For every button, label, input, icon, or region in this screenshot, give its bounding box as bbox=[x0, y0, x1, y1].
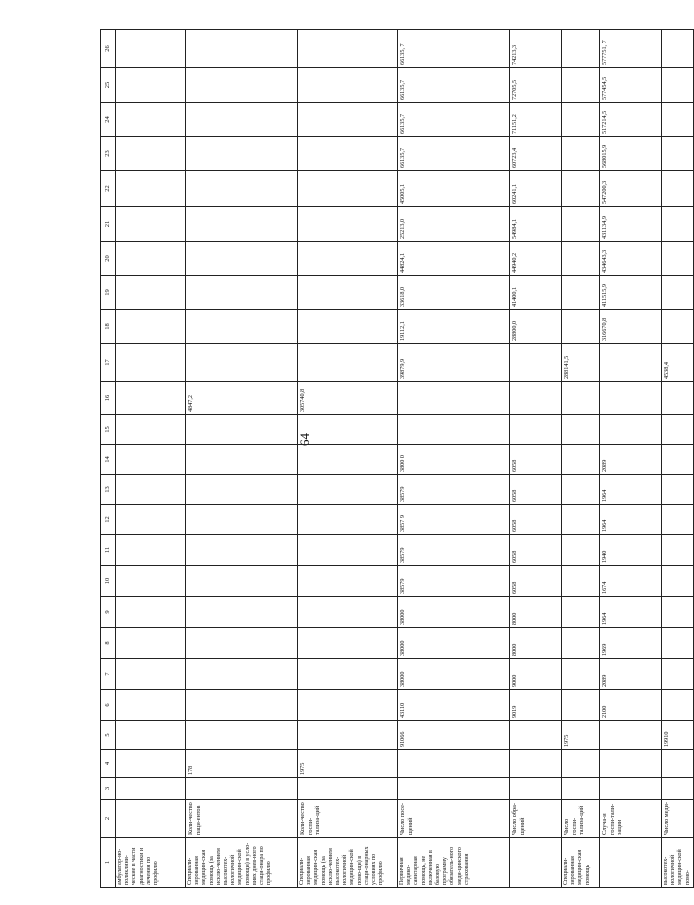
value-cell bbox=[186, 505, 298, 535]
column-number-cell: 15 bbox=[101, 415, 116, 445]
value-cell bbox=[562, 659, 600, 690]
value-cell bbox=[662, 566, 694, 597]
value-cell: 4847,2 bbox=[186, 382, 298, 415]
value-cell bbox=[562, 30, 600, 68]
value-cell bbox=[662, 628, 694, 659]
value-cell bbox=[662, 242, 694, 276]
value-cell bbox=[298, 310, 398, 344]
value-cell: 8000 bbox=[510, 628, 562, 659]
value-cell: 1975 bbox=[562, 721, 600, 750]
value-cell bbox=[662, 207, 694, 242]
unit-cell: Число меди- bbox=[662, 800, 694, 838]
value-cell: 1674 bbox=[600, 566, 662, 597]
value-cell bbox=[186, 628, 298, 659]
value-cell: 577454,5 bbox=[600, 68, 662, 103]
care-type-cell bbox=[600, 838, 662, 888]
value-cell: 66135,7 bbox=[398, 137, 510, 171]
value-cell: 178 bbox=[186, 750, 298, 778]
value-cell bbox=[510, 721, 562, 750]
value-cell bbox=[298, 690, 398, 721]
column-number-cell: 18 bbox=[101, 310, 116, 344]
table-row bbox=[186, 30, 298, 888]
column-number-cell: 2 bbox=[101, 800, 116, 838]
value-cell bbox=[298, 171, 398, 207]
value-cell bbox=[600, 344, 662, 382]
value-cell bbox=[662, 171, 694, 207]
value-cell bbox=[562, 475, 600, 505]
value-cell: 25213,0 bbox=[398, 207, 510, 242]
value-cell bbox=[510, 415, 562, 445]
value-cell: 431134,9 bbox=[600, 207, 662, 242]
unit-cell: Число обра-щений bbox=[510, 800, 562, 838]
value-cell bbox=[662, 276, 694, 310]
value-cell: 66135,7 bbox=[398, 68, 510, 103]
value-cell bbox=[116, 103, 186, 137]
column-number-cell: 11 bbox=[101, 535, 116, 566]
care-type-cell: высокотех-нологичной медицин-ской помо- bbox=[662, 838, 694, 888]
value-cell bbox=[298, 566, 398, 597]
value-cell bbox=[562, 207, 600, 242]
value-cell bbox=[510, 778, 562, 800]
value-cell bbox=[116, 276, 186, 310]
value-cell bbox=[662, 750, 694, 778]
value-cell: 547200,3 bbox=[600, 171, 662, 207]
care-type-cell bbox=[510, 838, 562, 888]
column-number-cell: 14 bbox=[101, 445, 116, 475]
value-cell bbox=[662, 445, 694, 475]
table-row bbox=[600, 30, 662, 888]
value-cell: 33618,0 bbox=[398, 276, 510, 310]
value-cell: 74213,3 bbox=[510, 30, 562, 68]
value-cell: 3800 0 bbox=[398, 445, 510, 475]
column-number-cell: 26 bbox=[101, 30, 116, 68]
value-cell bbox=[186, 659, 298, 690]
value-cell bbox=[298, 721, 398, 750]
value-cell bbox=[298, 207, 398, 242]
statistics-table bbox=[100, 29, 694, 888]
value-cell bbox=[186, 778, 298, 800]
value-cell bbox=[186, 30, 298, 68]
column-number-cell: 20 bbox=[101, 242, 116, 276]
value-cell bbox=[562, 276, 600, 310]
value-cell: 28800,0 bbox=[510, 310, 562, 344]
value-cell: 60723,4 bbox=[510, 137, 562, 171]
value-cell bbox=[186, 475, 298, 505]
value-cell: 91066 bbox=[398, 721, 510, 750]
value-cell bbox=[562, 505, 600, 535]
value-cell bbox=[186, 171, 298, 207]
value-cell: 44940,2 bbox=[510, 242, 562, 276]
value-cell bbox=[116, 566, 186, 597]
value-cell bbox=[186, 597, 298, 628]
value-cell: 6058 bbox=[510, 505, 562, 535]
value-cell: 2100 bbox=[600, 690, 662, 721]
value-cell bbox=[116, 750, 186, 778]
value-cell: 45005,1 bbox=[398, 171, 510, 207]
value-cell bbox=[510, 750, 562, 778]
value-cell bbox=[186, 566, 298, 597]
value-cell: 71151,2 bbox=[510, 103, 562, 137]
value-cell: 517214,5 bbox=[600, 103, 662, 137]
column-number-cell: 23 bbox=[101, 137, 116, 171]
value-cell bbox=[186, 344, 298, 382]
value-cell bbox=[116, 445, 186, 475]
value-cell bbox=[562, 310, 600, 344]
value-cell bbox=[298, 415, 398, 445]
value-cell bbox=[186, 415, 298, 445]
value-cell bbox=[298, 628, 398, 659]
value-cell: 38579 bbox=[398, 535, 510, 566]
value-cell bbox=[662, 505, 694, 535]
column-number-cell: 19 bbox=[101, 276, 116, 310]
value-cell bbox=[116, 721, 186, 750]
value-cell bbox=[298, 30, 398, 68]
value-cell bbox=[298, 344, 398, 382]
value-cell: 1964 bbox=[600, 475, 662, 505]
value-cell bbox=[562, 382, 600, 415]
value-cell: 577751, 7 bbox=[600, 30, 662, 68]
value-cell bbox=[662, 597, 694, 628]
column-number-cell: 10 bbox=[101, 566, 116, 597]
value-cell bbox=[562, 597, 600, 628]
value-cell bbox=[562, 535, 600, 566]
value-cell bbox=[186, 103, 298, 137]
unit-cell: Случа-и госпи-тали-зации bbox=[600, 800, 662, 838]
value-cell bbox=[662, 382, 694, 415]
unit-cell: Коли-чество паци-ентов bbox=[186, 800, 298, 838]
value-cell bbox=[298, 597, 398, 628]
value-cell bbox=[562, 137, 600, 171]
value-cell bbox=[562, 242, 600, 276]
value-cell bbox=[298, 535, 398, 566]
value-cell bbox=[116, 505, 186, 535]
value-cell bbox=[186, 310, 298, 344]
value-cell bbox=[600, 750, 662, 778]
value-cell: 1964 bbox=[600, 597, 662, 628]
column-number-cell: 25 bbox=[101, 68, 116, 103]
unit-cell bbox=[116, 800, 186, 838]
column-number-cell: 8 bbox=[101, 628, 116, 659]
value-cell: 72705,5 bbox=[510, 68, 562, 103]
column-number-cell: 7 bbox=[101, 659, 116, 690]
unit-cell: Коли-чество госпи-тализа-ций bbox=[298, 800, 398, 838]
page-number: 64 bbox=[297, 433, 312, 446]
unit-cell: Число посе-щений bbox=[398, 800, 510, 838]
value-cell bbox=[116, 597, 186, 628]
value-cell bbox=[116, 382, 186, 415]
column-number-cell: 16 bbox=[101, 382, 116, 415]
care-type-cell: Специали-зированная медицин-ская помощь (за исклю-чением высокотех-нологичной медицин-ской помо-щи) в стаци-онарных условиях по профилю bbox=[298, 838, 398, 888]
value-cell: 2089 bbox=[600, 445, 662, 475]
value-cell bbox=[186, 276, 298, 310]
value-cell bbox=[600, 721, 662, 750]
value-cell: 38000 bbox=[398, 597, 510, 628]
value-cell bbox=[662, 535, 694, 566]
value-cell: 316670,8 bbox=[600, 310, 662, 344]
value-cell: 41400,1 bbox=[510, 276, 562, 310]
value-cell: 434643,3 bbox=[600, 242, 662, 276]
value-cell bbox=[562, 171, 600, 207]
care-type-cell: Первичная медико-санитарная помощь, не включенная в базовую программу обязатель-ного меди-цинского страхования bbox=[398, 838, 510, 888]
value-cell: 1975 bbox=[298, 750, 398, 778]
value-cell: 6058 bbox=[510, 475, 562, 505]
value-cell bbox=[398, 382, 510, 415]
value-cell bbox=[510, 382, 562, 415]
column-number-cell: 6 bbox=[101, 690, 116, 721]
table-row bbox=[398, 30, 510, 888]
value-cell bbox=[662, 310, 694, 344]
value-cell bbox=[662, 137, 694, 171]
table-body bbox=[101, 30, 694, 888]
care-type-cell: Специали-зированная медицин-ская помощь bbox=[562, 838, 600, 888]
column-number-cell: 5 bbox=[101, 721, 116, 750]
value-cell bbox=[562, 68, 600, 103]
value-cell bbox=[398, 778, 510, 800]
value-cell bbox=[186, 137, 298, 171]
column-number-cell: 24 bbox=[101, 103, 116, 137]
value-cell bbox=[662, 68, 694, 103]
value-cell: 3857 9 bbox=[398, 505, 510, 535]
value-cell bbox=[662, 30, 694, 68]
value-cell bbox=[116, 535, 186, 566]
value-cell: 19910 bbox=[662, 721, 694, 750]
value-cell bbox=[116, 137, 186, 171]
value-cell bbox=[298, 276, 398, 310]
value-cell: 54984,1 bbox=[510, 207, 562, 242]
value-cell bbox=[662, 415, 694, 445]
column-number-cell: 4 bbox=[101, 750, 116, 778]
value-cell bbox=[116, 242, 186, 276]
value-cell: 39879,9 bbox=[398, 344, 510, 382]
value-cell bbox=[116, 628, 186, 659]
value-cell: 8000 bbox=[510, 597, 562, 628]
value-cell bbox=[186, 445, 298, 475]
value-cell: 4538,4 bbox=[662, 344, 694, 382]
table-row bbox=[510, 30, 562, 888]
column-number-cell: 17 bbox=[101, 344, 116, 382]
table-row bbox=[116, 30, 186, 888]
value-cell: 1969 bbox=[600, 628, 662, 659]
value-cell bbox=[116, 68, 186, 103]
value-cell bbox=[298, 103, 398, 137]
value-cell bbox=[186, 242, 298, 276]
value-cell: 38579 bbox=[398, 475, 510, 505]
value-cell bbox=[186, 690, 298, 721]
column-number-row bbox=[101, 30, 116, 888]
value-cell bbox=[298, 137, 398, 171]
value-cell bbox=[562, 778, 600, 800]
value-cell: 66135, 7 bbox=[398, 30, 510, 68]
value-cell bbox=[600, 382, 662, 415]
value-cell: 6058 bbox=[510, 445, 562, 475]
value-cell: 9019 bbox=[510, 690, 562, 721]
column-number-cell: 3 bbox=[101, 778, 116, 800]
value-cell: 305740,8 bbox=[298, 382, 398, 415]
value-cell bbox=[562, 445, 600, 475]
value-cell: 1964 bbox=[600, 505, 662, 535]
value-cell: 6058 bbox=[510, 566, 562, 597]
value-cell bbox=[298, 659, 398, 690]
value-cell bbox=[562, 690, 600, 721]
value-cell bbox=[116, 415, 186, 445]
value-cell bbox=[186, 535, 298, 566]
value-cell bbox=[398, 750, 510, 778]
value-cell bbox=[510, 344, 562, 382]
value-cell: 60241,1 bbox=[510, 171, 562, 207]
value-cell bbox=[116, 659, 186, 690]
value-cell bbox=[562, 628, 600, 659]
value-cell: 1940 bbox=[600, 535, 662, 566]
column-number-cell: 21 bbox=[101, 207, 116, 242]
value-cell bbox=[562, 750, 600, 778]
column-number-cell: 1 bbox=[101, 838, 116, 888]
value-cell bbox=[116, 310, 186, 344]
value-cell: 411515,9 bbox=[600, 276, 662, 310]
value-cell bbox=[562, 415, 600, 445]
value-cell bbox=[298, 68, 398, 103]
value-cell bbox=[298, 445, 398, 475]
value-cell bbox=[298, 778, 398, 800]
column-number-cell: 13 bbox=[101, 475, 116, 505]
value-cell bbox=[562, 103, 600, 137]
value-cell: 9000 bbox=[510, 659, 562, 690]
value-cell: 19112,1 bbox=[398, 310, 510, 344]
column-number-cell: 22 bbox=[101, 171, 116, 207]
value-cell bbox=[298, 505, 398, 535]
value-cell: 38000 bbox=[398, 659, 510, 690]
value-cell bbox=[398, 415, 510, 445]
value-cell: 288141,5 bbox=[562, 344, 600, 382]
value-cell: 568015,9 bbox=[600, 137, 662, 171]
table-row bbox=[298, 30, 398, 888]
value-cell bbox=[116, 344, 186, 382]
value-cell bbox=[662, 475, 694, 505]
value-cell: 2089 bbox=[600, 659, 662, 690]
value-cell: 38000 bbox=[398, 628, 510, 659]
value-cell bbox=[662, 690, 694, 721]
value-cell: 44824,1 bbox=[398, 242, 510, 276]
care-type-cell: амбулатор-но-поликлини-ческие в части диагностики и лечения по профилю bbox=[116, 838, 186, 888]
value-cell bbox=[600, 415, 662, 445]
column-number-cell: 9 bbox=[101, 597, 116, 628]
column-number-cell: 12 bbox=[101, 505, 116, 535]
rotated-table bbox=[100, 40, 691, 888]
value-cell bbox=[116, 30, 186, 68]
value-cell bbox=[600, 778, 662, 800]
unit-cell: Число госпи-тализа-ций bbox=[562, 800, 600, 838]
value-cell bbox=[662, 103, 694, 137]
value-cell: 6058 bbox=[510, 535, 562, 566]
value-cell: 66135,7 bbox=[398, 103, 510, 137]
value-cell bbox=[562, 566, 600, 597]
value-cell bbox=[116, 690, 186, 721]
value-cell bbox=[186, 68, 298, 103]
value-cell bbox=[662, 659, 694, 690]
value-cell: 43110 bbox=[398, 690, 510, 721]
value-cell bbox=[662, 778, 694, 800]
table-row bbox=[562, 30, 600, 888]
table-row bbox=[662, 30, 694, 888]
value-cell bbox=[116, 207, 186, 242]
value-cell bbox=[186, 207, 298, 242]
care-type-cell: Специали-зированная медицин-ская помощь (за исклю-чением высокотех-нологичной медицин-ской помощи) в усло-виях днев-ного стаци-онара по профилю bbox=[186, 838, 298, 888]
value-cell bbox=[186, 721, 298, 750]
value-cell bbox=[116, 778, 186, 800]
value-cell: 38579 bbox=[398, 566, 510, 597]
value-cell bbox=[298, 242, 398, 276]
value-cell bbox=[116, 171, 186, 207]
value-cell bbox=[116, 475, 186, 505]
value-cell bbox=[298, 475, 398, 505]
